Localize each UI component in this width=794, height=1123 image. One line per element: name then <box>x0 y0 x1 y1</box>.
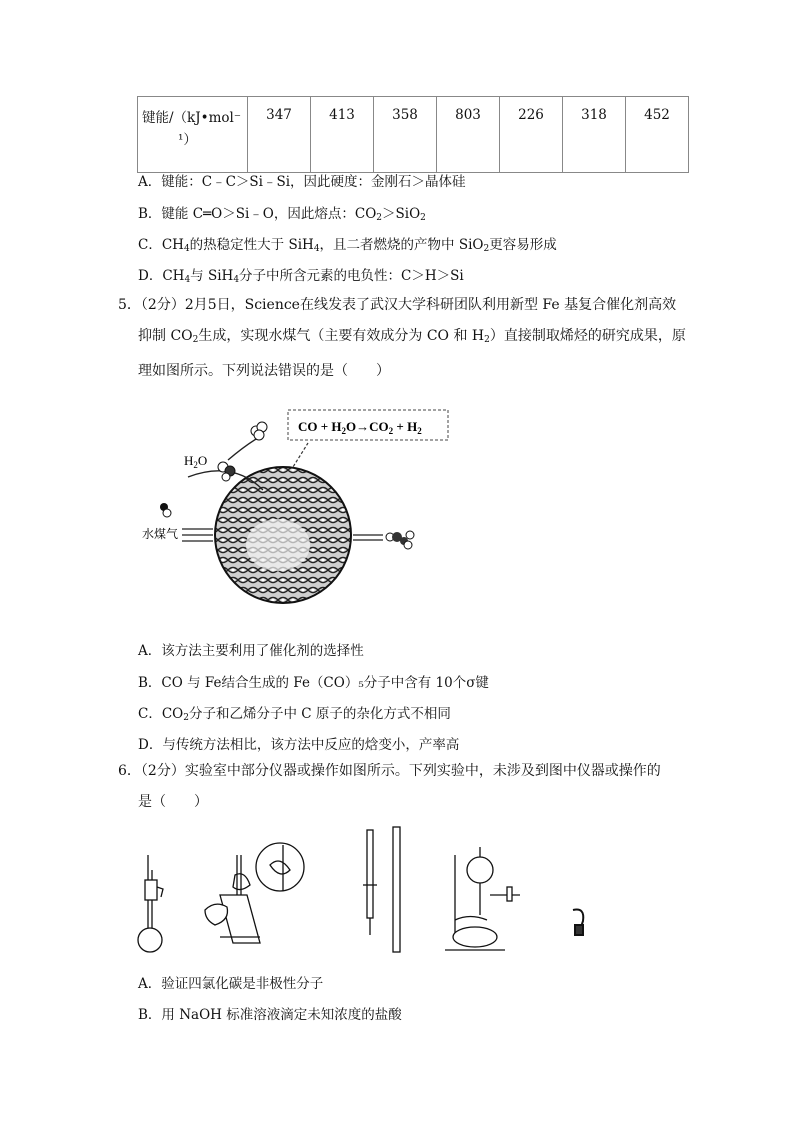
q5-text: 生成，实现水煤气（主要有效成分为 CO 和 H <box>198 328 485 344</box>
q5-line: 5．（2分）2月5日，Science在线发表了武汉大学科研团队利用新型 Fe 基复合催化剂高效 <box>118 297 677 313</box>
header-text-cont: ¹） <box>178 132 197 148</box>
q5-option-b: B．CO 与 Fe结合生成的 Fe（CO）₅分子中含有 10个σ键 <box>138 675 489 691</box>
option-text: 分子和乙烯分子中 C 原子的杂化方式不相同 <box>188 706 451 722</box>
syngas-label: 水煤气 <box>142 527 179 541</box>
distillation-setup <box>445 847 520 950</box>
q4-option-b: B．键能 C═O＞Si﹣O，因此熔点：$CO_2>SiO_2$ <box>138 206 426 223</box>
apparatus-diagram <box>135 825 595 957</box>
q4-option-a: A．键能：C﹣C＞Si﹣Si，因此硬度：金刚石＞晶体硅 <box>138 174 466 190</box>
option-text: B．键能 C═O＞Si﹣O，因此熔点：CO <box>138 206 377 222</box>
q5-line: 抑制 $CO_2$生成，实现水煤气（主要有效成分为 CO 和 $H_2$）直接制取烯烃的研究成果，原 <box>138 328 686 345</box>
q5-stem <box>118 290 686 387</box>
table-cell: 452 <box>626 97 689 173</box>
equation-text: CO + $H_2O\to CO_2 + H_2$ <box>298 419 422 436</box>
option-text: 分子中所含元素的电负性：C＞H＞Si <box>239 268 464 284</box>
catalyst-diagram <box>138 395 458 620</box>
option-text: 与 SiH <box>190 268 234 284</box>
q6-option-b: B．用 NaOH 标准溶液滴定未知浓度的盐酸 <box>138 1007 402 1023</box>
q4-option-d: D．$CH_4$与 SiH$_4$分子中所含元素的电负性：C＞H＞Si <box>138 268 464 285</box>
q6-option-a: A．验证四氯化碳是非极性分子 <box>138 976 324 992</box>
q5-option-c: C．$CO_2$分子和乙烯分子中 C 原子的杂化方式不相同 <box>138 706 451 723</box>
option-text: C．CO <box>138 706 184 722</box>
table-header-cell <box>138 97 248 173</box>
option-text: 的热稳定性大于 SiH <box>189 237 314 253</box>
burette <box>363 827 400 952</box>
q5-option-d: D．与传统方法相比，该方法中反应的焓变小，产率高 <box>138 737 460 753</box>
table-cell: 318 <box>563 97 626 173</box>
h2o-label: $H_2O$ <box>184 453 208 470</box>
option-text: D．CH <box>138 268 185 284</box>
catalyst-figure <box>138 395 458 620</box>
option-text: 更容易形成 <box>489 237 557 253</box>
table-cell: 347 <box>248 97 311 173</box>
q6-stem <box>118 756 661 818</box>
q4-option-c: C．$CH_4$的热稳定性大于 SiH$_4$，且二者燃烧的产物中 SiO$_2$更容易形成 <box>138 237 557 254</box>
table-cell: 358 <box>374 97 437 173</box>
option-text: C．CH <box>138 237 184 253</box>
option-text: ，且二者燃烧的产物中 SiO <box>319 237 484 253</box>
bond-energy-table <box>137 96 689 173</box>
titration-hands <box>205 843 304 943</box>
table-cell: 413 <box>311 97 374 173</box>
option-text: ＞SiO <box>382 206 421 222</box>
apparatus-figure <box>135 825 595 957</box>
q6-line: 6．（2分）实验室中部分仪器或操作如图所示。下列实验中，未涉及到图中仪器或操作的 <box>118 763 661 779</box>
q5-text: 抑制 CO <box>138 328 193 344</box>
table-cell: 226 <box>500 97 563 173</box>
q5-option-a: A．该方法主要利用了催化剂的选择性 <box>138 643 364 659</box>
table-cell: 803 <box>437 97 500 173</box>
table-row <box>138 97 689 173</box>
q6-line: 是（ ） <box>138 794 208 810</box>
bent-tube <box>573 909 583 935</box>
q5-line: 理如图所示。下列说法错误的是（ ） <box>138 363 390 379</box>
q5-text: ）直接制取烯烃的研究成果，原 <box>489 328 686 344</box>
flask-apparatus <box>138 855 163 952</box>
header-text: 键能/（kJ•mol⁻ <box>142 110 241 126</box>
